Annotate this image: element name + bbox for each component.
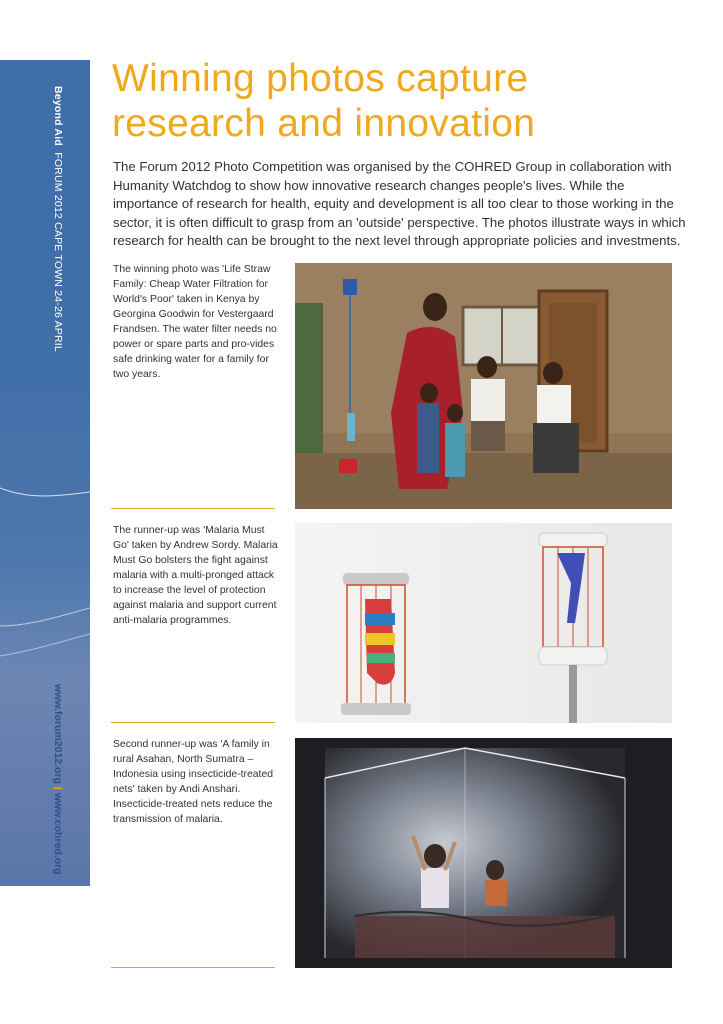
sidebar-swoosh-lines xyxy=(0,60,90,886)
event-name: FORUM 2012 CAPE TOWN 24-26 APRIL xyxy=(52,152,64,352)
divider-rule xyxy=(111,967,275,968)
sidebar-band xyxy=(0,60,90,886)
sidebar-publication-label xyxy=(52,86,64,352)
sidebar-links xyxy=(52,684,64,875)
photo-malaria-must-go xyxy=(295,523,672,723)
intro-paragraph: The Forum 2012 Photo Competition was organised by the COHRED Group in collaboration with Humanity Watchdog to show how innovative research changes people's lives. While the importance of research for health, equity and development is all too clear to those working in the sector, it is often difficult to grasp from an 'outside' perspective. The photos illustrate ways in which research for health can be brought to the next level through appropriate policies and investments. xyxy=(113,159,686,249)
photo-caption-winner: The winning photo was 'Life Straw Family: Cheap Water Filtration for World's Poor' taken in Kenya by Georgina Goodwin for Vestergaard Frandsen. The water filter needs no power or spare parts and pro-vides safe drinking water for a family for two years. xyxy=(113,264,277,380)
forum-link[interactable]: www.forum2012.org xyxy=(52,684,64,784)
photo-caption-runner-up: The runner-up was 'Malaria Must Go' taken by Andrew Sordy. Malaria Must Go bolsters the fight against malaria with a multi-pronged attack to increase the level of protection against malaria and support current anti-malaria programmes. xyxy=(113,525,278,626)
photo-life-straw-family xyxy=(295,263,672,509)
divider-rule xyxy=(111,722,275,723)
divider-rule xyxy=(111,508,275,509)
photo-caption-second-runner-up: Second runner-up was 'A family in rural Asahan, North Sumatra – Indonesia using insecticide-treated nets' taken by Andi Anshari. Insecticide-treated nets reduce the transmission of malaria. xyxy=(113,739,273,825)
publication-name: Beyond Aid xyxy=(52,86,64,146)
link-separator: | xyxy=(52,786,64,790)
cohred-link[interactable]: www.cohred.org xyxy=(52,792,64,875)
photo-insecticide-nets-family xyxy=(295,738,672,968)
page-title: Winning photos capture research and innovation xyxy=(112,57,536,145)
